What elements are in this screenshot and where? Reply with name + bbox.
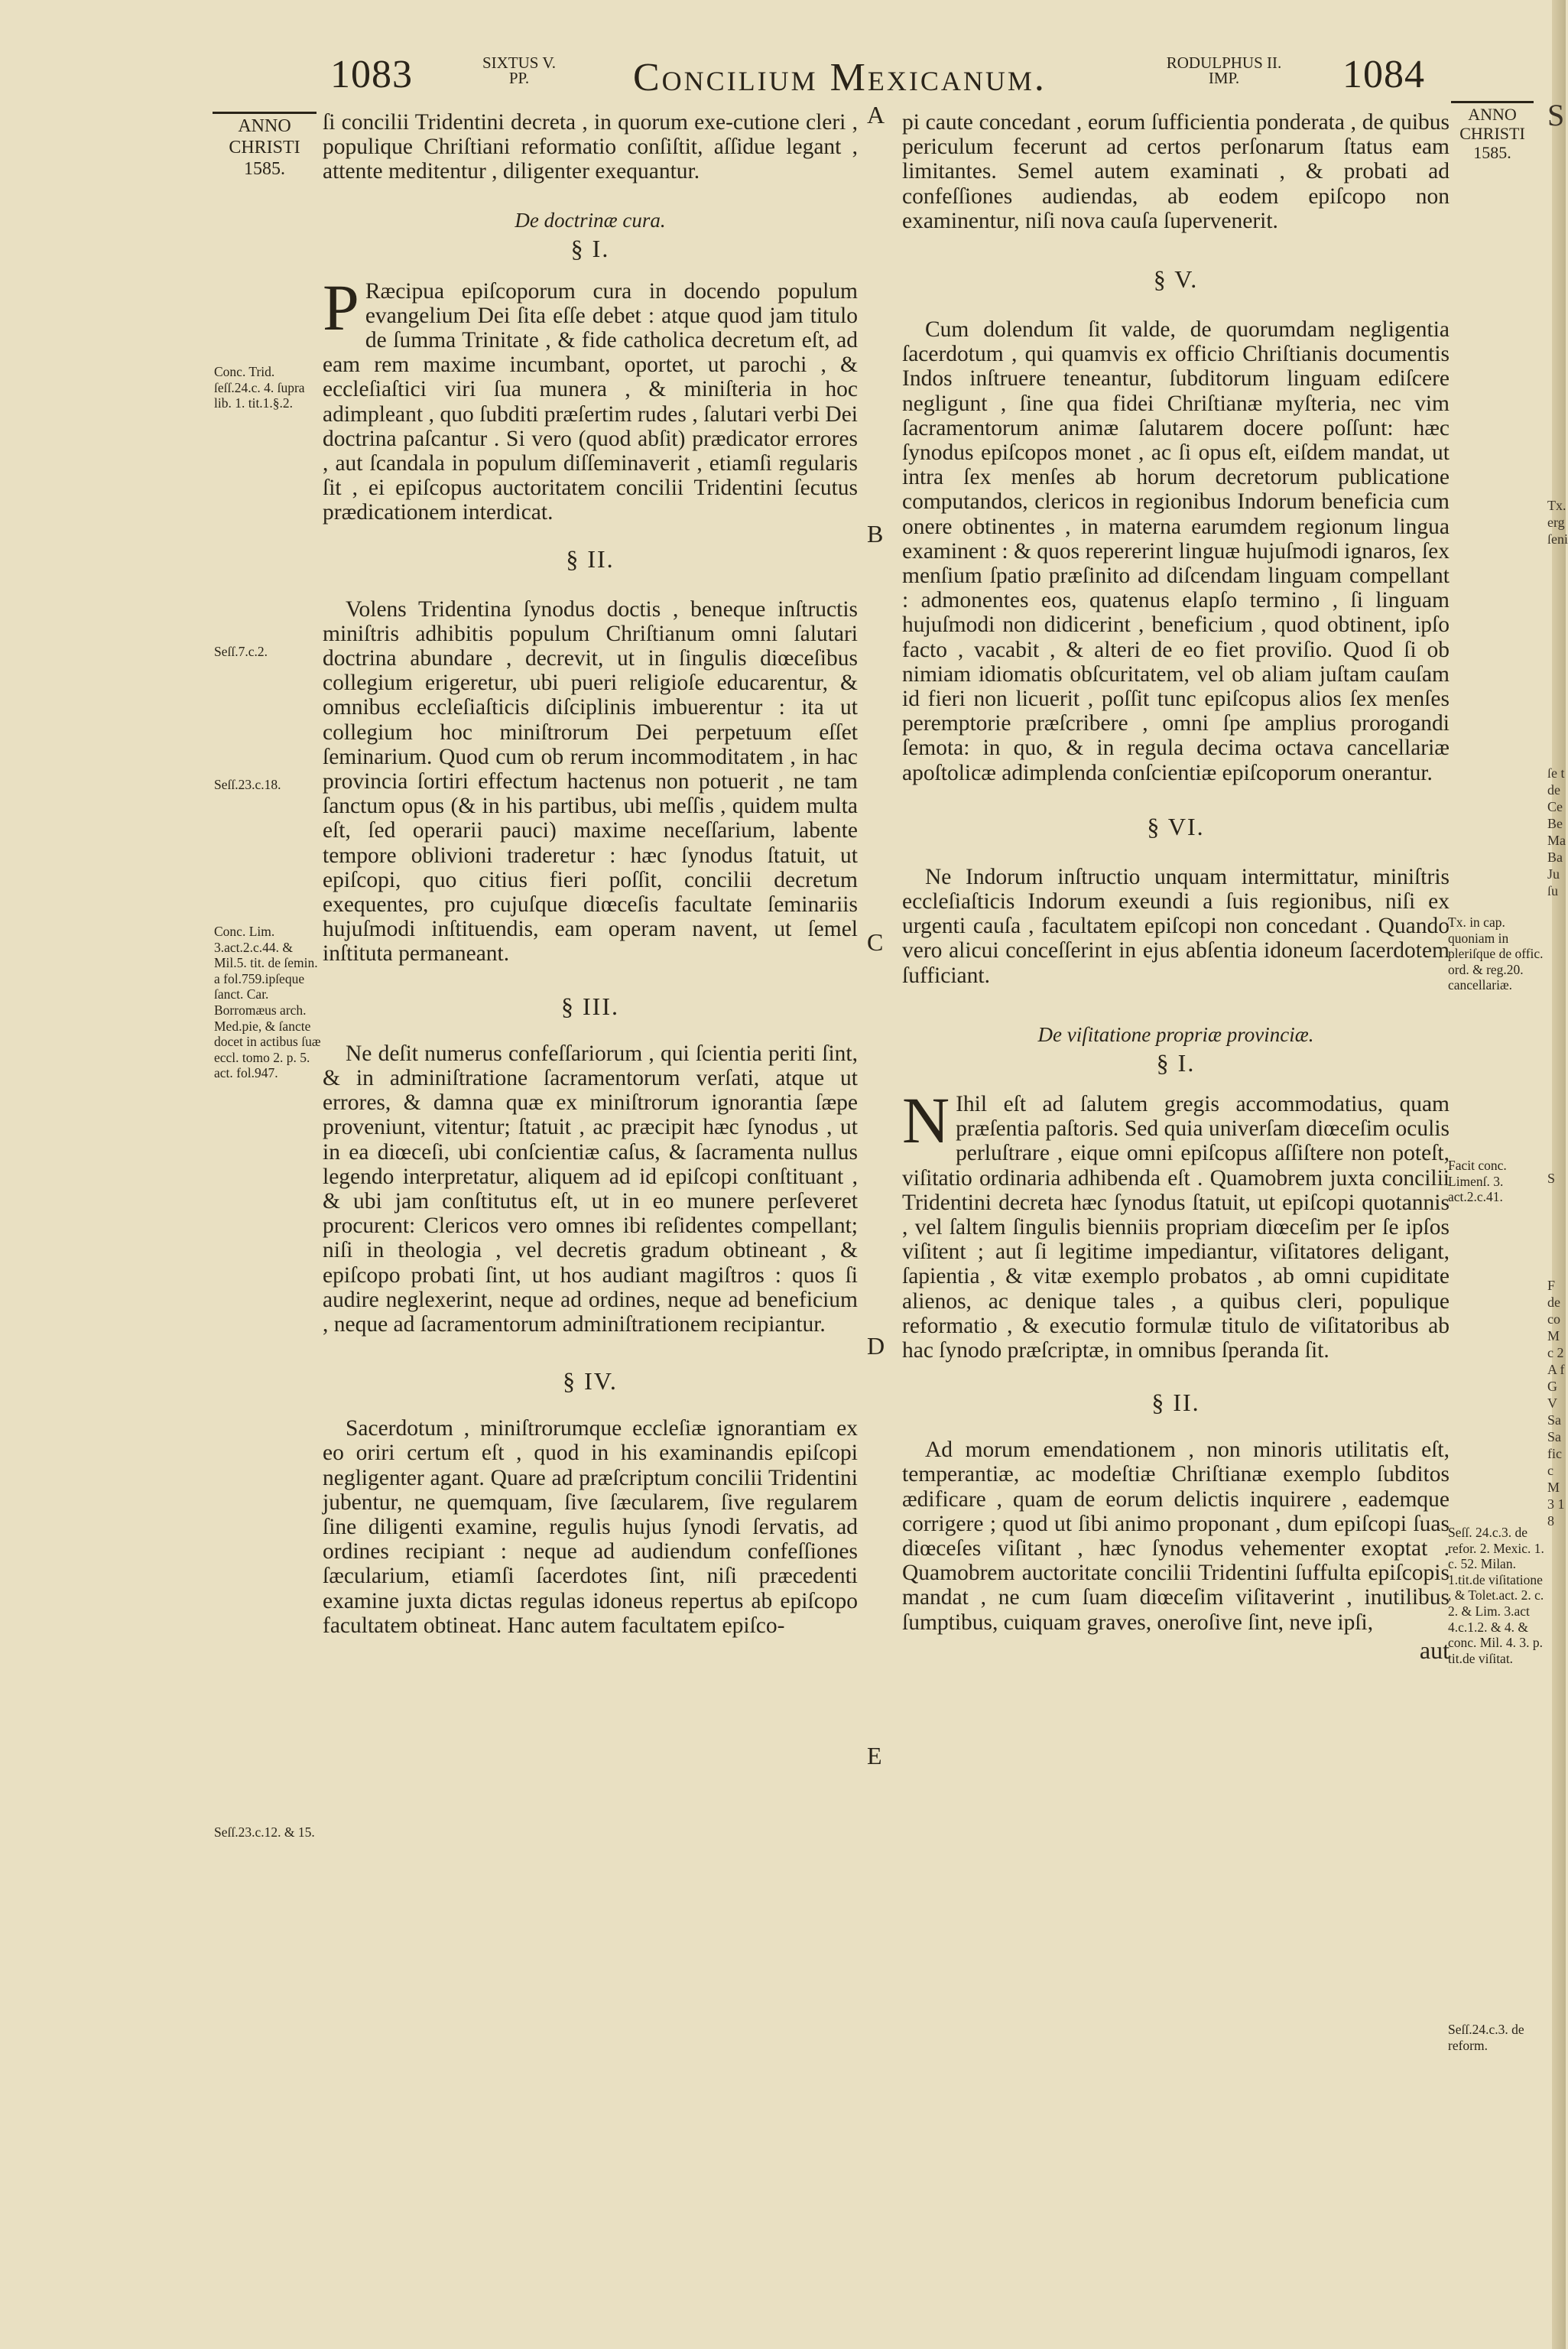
edge-fragment: S [1547, 1171, 1556, 1186]
header-pope-name: SIXTUS V. [482, 54, 557, 72]
paragraph: Ad morum emendationem , non minoris utilitatis eſt, temperantiæ, ac modeſtiæ Chriſtianæ exemplo ſubditos ædificare , quam de eorum delictis inquirere , eademque corrigere ; quod ut ſibi animo proponant , dum epiſcopi ſuas diœceſes viſitant , hæc ſynodus vehementer exoptat . Quamobrem auctoritate concilii Tridentini ſuffulta epiſcopis mandat , ne cum ſuam diœceſim viſitaverint , inutilibus ſumptibus, cuiquam graves, oneroſive ſint, neve ipſi, [902, 1438, 1450, 1635]
anno-year: 1585. [244, 159, 285, 179]
section-number: § II. [566, 544, 615, 573]
anno-label: ANNO [238, 116, 291, 136]
section-letter-a: A [867, 101, 885, 128]
section-number: § I. [1156, 1048, 1196, 1077]
drop-cap: N [902, 1083, 950, 1157]
section-number: § I. [570, 234, 610, 262]
catchword: aut [1419, 1636, 1450, 1664]
anno-rule [213, 112, 317, 114]
margin-note: Seſſ.24.c.3. de reform. [1448, 2022, 1524, 2053]
running-header [0, 49, 1566, 102]
paragraph: pi caute concedant , eorum ſufficientia ponderata , de quibus periculum fecerunt ad certos perſonarum ſtatus eam limitantes. Semel autem examinati , & probati ad confeſſiones audiendas, ab eodem epiſcopo non examinentur, niſi nova cauſa ſupervenerit. [902, 110, 1450, 233]
header-pope-sub: PP. [508, 69, 530, 87]
left-column [323, 110, 858, 1638]
paragraph: Sacerdotum , miniſtrorumque eccleſiæ ignorantiam ex eo oriri certum eſt , quod in his examinandis epiſcopi negligenter agant. Quare ad præſcriptum concilii Tridentini jubentur, ne quemquam, ſive ſæcularem, ſive regularem ſine diligenti examine, regulis hujus ſynodi ſervatis, ad ordines recipiant : neque ad audiendum confeſſiones ſæcularium, etiamſi ſacerdotes ſint, niſi præcedenti examine juxta dictas regulas idoneus repertus ab epiſcopo facultatem obtineat. Hanc autem facultatem epiſco- [323, 1416, 858, 1638]
drop-cap: P [323, 270, 359, 344]
paragraph: Volens Tridentina ſynodus doctis , beneque inſtructis miniſtris adhibitis populum Chriſtianum omni ſalutari doctrina abundare , decrevit, ut in ſingulis diœceſibus collegium erigeretur, ubi pueri religioſe educarentur, & omnibus eccleſiaſticis diſciplinis imbuerentur : ita ut collegium hoc miniſtrorum Dei perpetuum eſſet ſeminarium. Quod cum ob rerum incommoditatem , in hac provincia ſortiri effectum hactenus non potuerit , ne tam ſanctum opus (& in his partibus, ubi meſſis , quidem multa eſt, ſed operarii pauci) maxime neceſſarium, labente tempore oblivioni traderetur : hæc ſynodus ſtatuit, ut epiſcopi, quo citius fieri poſſit, concilii decretum exequentes, pro cujuſque diœceſis facultate ſeminariis hujuſmodi inſtituendis, eam operam navent, ut ſemel inſtituta permaneant. [323, 596, 858, 967]
edge-fragment: Tx. erg ſeni [1547, 498, 1568, 547]
margin-note: Seſſ.23.c.18. [214, 777, 281, 792]
paragraph: Cum dolendum ſit valde, de quorumdam negligentia ſacerdotum , qui quamvis ex officio Chriſtianis documentis Indos inſtruere teneantur, ſubditorum linguam ediſcere negligunt , ſine qua fidei Chriſtianæ myſteria, nec vim ſacramentorum animæ ſalutarem docere poſſunt: hæc ſynodus epiſcopos monet , ac ſi opus eſt, eiſdem mandat, ut intra ſex menſes ab horum decretorum publicatione computandos, clericos in regionibus Indorum beneficia cum onere obtinentes , in materna earumdem regionum lingua examinent : & quos repererint linguæ hujuſmodi ignaros, ſex menſium ſpatio præſinito ad diſcendam linguam compellant : admonentes eos, quatenus elapſo termino , ſi linguam hujuſmodi non didicerint , beneficium , quod obtinent, ipſo facto , vacabit , & alteri de eo fiet proviſio. Quod ſi ob nimiam idiomatis obſcuritatem, vel ob aliam juſtam cauſam id fieri non licuerit , poſſit tunc epiſcopus alios ſex menſes peremptorie præſcribere , omni ſpe amplius prorogandi ſemota: in quo, & in regula decima octava cancellariæ apoſtolicæ adimplenda conſcientiæ epiſcoporum onerantur. [902, 317, 1450, 785]
header-title: Concilium Mexicanum. [633, 56, 1047, 99]
page-number-right: 1084 [1342, 53, 1425, 96]
section-letter-d: D [867, 1332, 885, 1360]
anno-label: ANNO [1468, 105, 1517, 124]
edge-fragment: ſe t de Ce Be Ma Ba Ju ſu [1547, 765, 1566, 898]
anno-christi-label: CHRISTI [1459, 124, 1525, 143]
section-number: § V. [1153, 265, 1199, 294]
paragraph-text: Ihil eſt ad ſalutem gregis accommodatius, quam præſentia paſtoris. Sed quia univerſam diœceſim oculis perluſtrare , eique omni epiſcopus aſſiſtere non poteſt, viſitatio ordinaria adhibenda eſt . Quamobrem juxta concilii Tridentini decreta hæc ſynodus ſtatuit, ut epiſcopi quotannis , vel ſaltem ſingulis bienniis propriam diœceſim per ſe ipſos viſitent ; aut ſi legitime impediantur, viſitatores deligant, ſapientia , & vitæ exemplo probatos , ab omni cupiditate alienos, ac denique tales , a quibus cleri, populique reformatio , & executio formulæ titulo de viſitatoribus ab hac ſynodo præſcriptæ, in omnibus ſperanda ſit. [902, 1091, 1450, 1363]
paragraph-text: Ræcipua epiſcoporum cura in docendo populum evangelium Dei ſita eſſe debet : atque quod jam titulo de ſumma Trinitate , & fide catholica decretum eſt, ad eam rem maxime incumbant, oportet, ut parochi , & eccleſiaſtici viri ſua munera , & miniſteria in hoc adimpleant , quo ſubditi præſertim rudes , ſalutari verbi Dei doctrina paſcantur . Si vero (quod abſit) prædicator errores , aut ſcandala in populum diſſeminaverit , etiamſi regularis ſit , ei epiſcopus auctoritatem concilii Tridentini ſecutus prædicationem interdicat. [323, 278, 858, 525]
paragraph: ſi concilii Tridentini decreta , in quorum exe-cutione cleri , populique Chriſtiani reformatio conſiſtit, aſſidue legant , attente meditentur , diligenter exequantur. [323, 110, 858, 184]
section-number: § III. [561, 992, 619, 1020]
right-column [902, 110, 1450, 1662]
anno-christi-label: CHRISTI [229, 138, 300, 158]
margin-note: Seſſ.7.c.2. [214, 644, 268, 659]
section-letter-c: C [867, 928, 884, 956]
paragraph [902, 1083, 1450, 1363]
edge-fragment: F de co M c 2 A f G V Sa Sa fic c M 3 1 8 [1547, 1278, 1565, 1529]
margin-note: Facit conc. Limenſ. 3. act.2.c.41. [1448, 1158, 1507, 1205]
anno-year: 1585. [1473, 143, 1511, 162]
section-number: § II. [1151, 1389, 1200, 1417]
header-pope [477, 55, 561, 86]
anno-rule [1451, 101, 1534, 103]
section-letter-b: B [867, 520, 884, 547]
page-number-left: 1083 [330, 53, 413, 96]
margin-note: Seſſ. 24.c.3. de refor. 2. Mexic. 1. c. 52. Milan. 1.tit.de viſitatione , & Tolet.act. 2. c. 2. & Lim. 3.act 4.c.1.2. & 4. & conc. Mil. 4. 3. p. tit.de viſitat. [1448, 1525, 1544, 1666]
section-heading: De doctrinæ cura. [515, 208, 666, 232]
margin-note: Seſſ.23.c.12. & 15. [214, 1824, 315, 1840]
edge-fragment: S [1547, 98, 1565, 132]
anno-christi-left [213, 112, 317, 180]
section-heading: De viſitatione propriæ provinciæ. [1037, 1022, 1314, 1046]
section-letter-e: E [867, 1742, 882, 1769]
header-emperor-name: RODULPHUS II. [1166, 54, 1282, 72]
paragraph [323, 270, 858, 525]
margin-note: Conc. Lim. 3.act.2.c.44. & Mil.5. tit. de ſemin. a fol.759.ipſeque ſanct. Car. Borromæus arch. Med.pie, & ſancte docet in actibus ſuæ eccl. tomo 2. p. 5. act. fol.947. [214, 924, 321, 1081]
section-number: § IV. [563, 1367, 618, 1395]
header-emperor [1144, 55, 1304, 86]
header-emperor-sub: IMP. [1208, 69, 1240, 87]
paragraph: Ne Indorum inſtructio unquam intermittatur, miniſtris eccleſiaſticis Indorum exeundi a ſuis regionibus, niſi ex urgenti cauſa , facultatem epiſcopi non concedant . Quando vero alicui conceſſerint in ejus abſentia idoneum ſacerdotem ſufficiant. [902, 864, 1450, 988]
margin-note: Conc. Trid. ſeſſ.24.c. 4. ſupra lib. 1. tit.1.§.2. [214, 364, 305, 411]
paragraph: Ne deſit numerus confeſſariorum , qui ſcientia periti ſint, & in adminiſtratione ſacramentorum verſati, atque ut errores, & damna quæ ex miniſtrorum ignorantia ſæpe proveniunt, vitentur; ſtatuit , ac præcipit hæc ſynodus , ut in ea diœceſi, ubi conſcientiæ caſus, & ſacramenta nullus legendo interpretatur, aliquem ad id epiſcopi conſtituant , & ubi jam conſtitutus eſt, ut in eo munere perſeveret procurent: Clericos vero omnes ibi reſidentes compellant; niſi in theologia , vel decretis gradum obtineant , & epiſcopo probati ſint, ut hos audiant magiſtros : quos ſi audire neglexerint, neque ad ordines, neque ad beneficium , neque ad ſacramentorum adminiſtrationem recipiantur. [323, 1041, 858, 1337]
section-number: § VI. [1147, 812, 1205, 840]
margin-note: Tx. in cap. quoniam in pleriſque de offic. ord. & reg.20. cancellariæ. [1448, 915, 1544, 993]
anno-christi-right [1451, 101, 1534, 162]
